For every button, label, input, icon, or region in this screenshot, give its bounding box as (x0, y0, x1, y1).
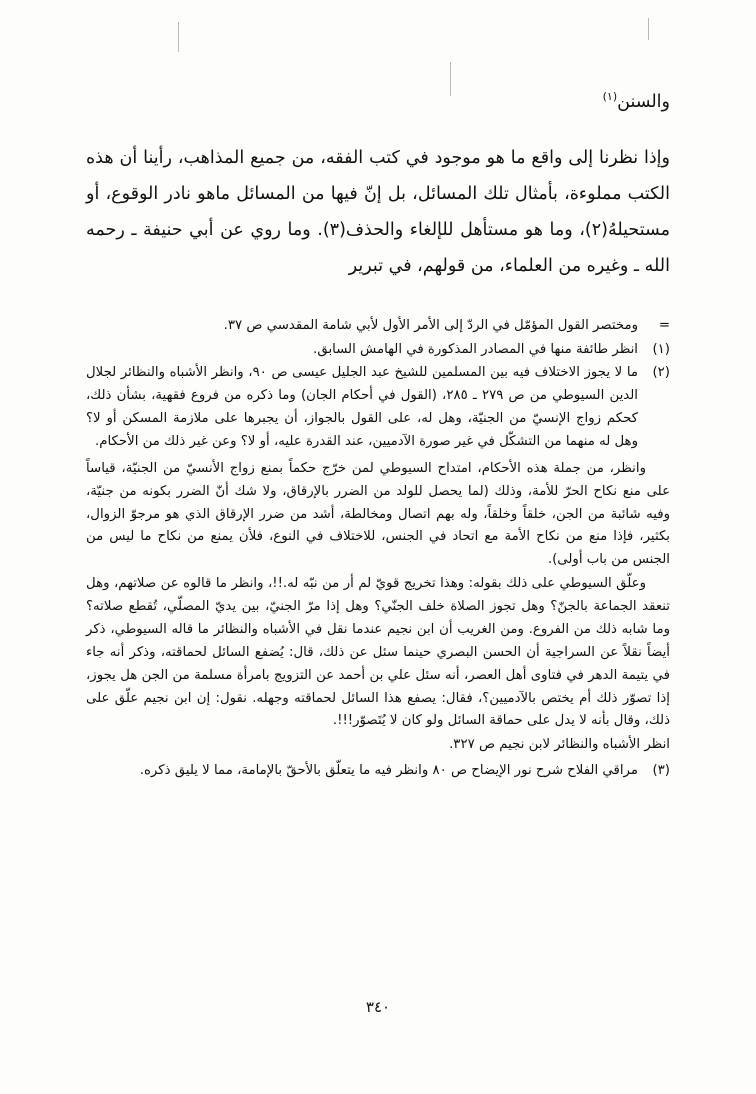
page-content (86, 86, 670, 784)
footnote-marker-1: (١) (652, 341, 670, 357)
catchword-line (86, 86, 670, 119)
footnote-separator (86, 299, 670, 309)
scan-artifact-mark (178, 22, 179, 52)
footnote-3 (86, 760, 670, 783)
footnote-marker-3: (٣) (652, 763, 670, 779)
footnote-2-block-1: وانظر، من جملة هذه الأحكام، امتداح السيوطي لمن خرّج حكماً بمنع زواج الأنسيّ من الجنيّة، قياساً على منع نكاح الحرّ للأمة، وذلك (لما يحصل للولد من الضرر بالإرقاق، ولا شك أنّ الضرر بكونه من جنيّة، وفيه شائبة من الجن، خلقاً وخلقاً، وله بهم اتصال ومخالطة، أشد من ضرر الإرقاق الذي هو مرجوّ الزوال، بكثير، فإذا منع من نكاح الأمة مع اتحاد في الجنس، للاختلاف في النوع، فلأن يمنع من نكاح ما ليس من الجنس من باب أولى). (86, 460, 670, 568)
catchword-text: والسنن (617, 92, 670, 112)
footnote-marker-2: (٢) (652, 365, 670, 381)
footnote-2-block-2: وعلّق السيوطي على ذلك بقوله: وهذا تخريج قويّ لم أر من نبّه له.!!، وانظر ما قالوه عن صلاتهم، وهل تنعقد الجماعة بالجنّ؟ وهل تجوز الصلاة خلف الجنّي؟ وهل إذا مرّ الجنيّ، بين يديّ المصلّي، تُقطع صلاته؟ وما شابه ذلك من الفروع. ومن الغريب أن ابن نجيم عندما نقل في الأشباه والنظائر ما قاله السيوطي، ذكر أيضاً نقلاً عن السراجية أن الحسن البصري حينما سئل عن ذلك، قال: يُضفع السائل لحماقته، وذكر أنه جاء في يتيمة الدهر في فتاوى أهل العصر، أنه سئل علي بن أحمد عن التزويج بامرأة مسلمة من الجن هل يجوز، إذا تصوّر ذلك أم يختص بالآدميين؟، فقال: يصفع هذا السائل لحماقته وجهله. نقول: إن ابن نجيم علّق على ذلك، وقال بأنه لا يدل على حماقة السائل ولو كان لا يُتَصوّر!!!. (86, 576, 670, 729)
footnote-text-continuation: ومختصر القول المؤمّل في الردّ إلى الأمر الأول لأبي شامة المقدسي ص ٣٧. (223, 317, 638, 333)
body-paragraph-1: وإذا نظرنا إلى واقع ما هو موجود في كتب الفقه، من جميع المذاهب، رأينا أن هذه الكتب مملوءة، بأمثال تلك المسائل، بل إنّ فيها من المسائل ماهو نادر الوقوع، أو مستحيلهُ(٢)، وما هو مستأهل للإلغاء والحذف(٣). وما روي عن أبي حنيفة ـ رحمه الله ـ وغيره من العلماء، من قولهم، في تبرير (86, 148, 670, 276)
footnote-text-2: ما لا يجوز الاختلاف فيه بين المسلمين للشيخ عبد الجليل عيسى ص ٩٠، وانظر الأشباه والنظائر لجلال الدين السيوطي من ص ٢٧٩ ـ ٢٨٥، (القول في أحكام الجان) وما ذكره من فروع فقهية، بشأن ذلك، كحكم زواج الإنسيّ من الجنيّة، وهل له، على القول بالجواز، أن يجبرها على ملازمة المسكن أو لا؟ وهل له منهما من التشكّل في غير صورة الآدميين، عند القدرة عليه، أو لا؟ وعن غير ذلك من الأحكام. (86, 365, 638, 450)
catchword-footnote-marker: (١) (602, 90, 618, 104)
footnote-continuation (86, 315, 670, 338)
footnote-2 (86, 362, 670, 453)
footnote-2-extended-blocks (86, 458, 670, 757)
footnotes-section (86, 315, 670, 783)
footnote-marker-continuation: = (658, 317, 670, 333)
page-number: ٣٤٠ (365, 998, 391, 1016)
footnote-1 (86, 339, 670, 362)
footnote-text-3: مراقي الفلاح شرح نور الإيضاح ص ٨٠ وانظر فيه ما يتعلّق بالأحقّ بالإمامة، مما لا يليق ذكره. (139, 763, 638, 779)
footnote-text-1: انظر طائفة منها في المصادر المذكورة في الهامش السابق. (313, 341, 638, 357)
footnote-2-block-3: انظر الأشباه والنظائر لابن نجيم ص ٣٢٧. (449, 737, 670, 753)
scan-artifact-mark (648, 18, 649, 40)
